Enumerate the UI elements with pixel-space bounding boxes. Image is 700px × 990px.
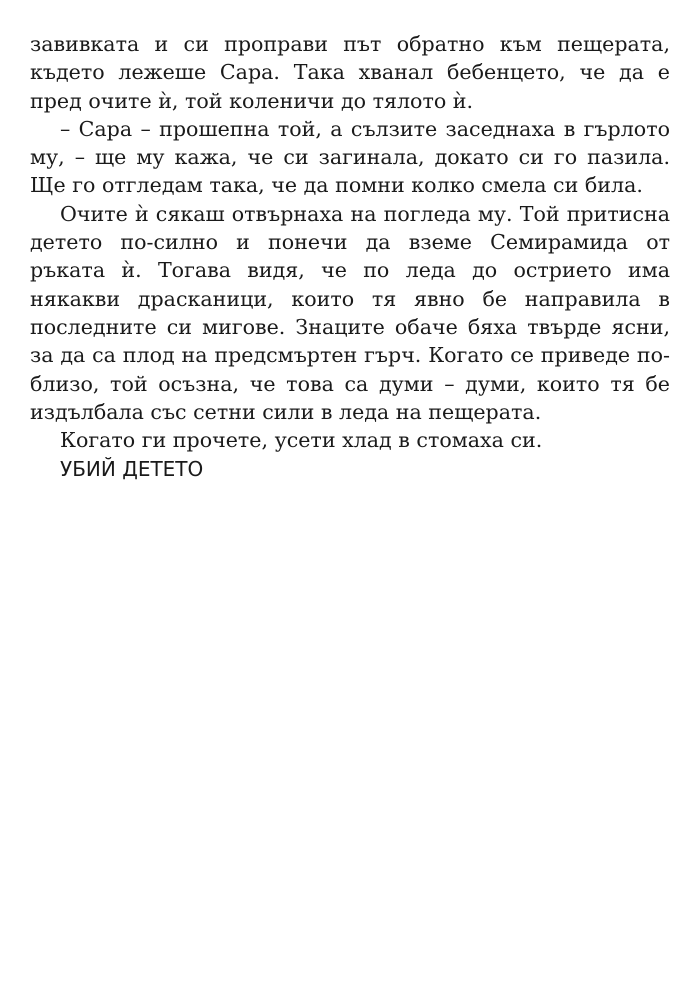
page-text [30, 30, 670, 484]
paragraph-dialogue: – Сара – прошепна той, а сълзите заседнаха в гърлото му, – ще му кажа, че си загинала, докато си го пазила. Ще го отгледам така, че да помни колко смела си била. [30, 116, 670, 198]
carved-message: УБИЙ ДЕТЕТО [60, 457, 204, 482]
paragraph-discovery: Очите ѝ сякаш отвърнаха на погледа му. Той притисна детето по-силно и понечи да вземе Семирамида от ръката ѝ. Тогава видя, че по леда до острието има някакви драсканици, които тя явно бе направила в последните си мигове. Знаците обаче бяха твърде ясни, за да са плод на предсмъртен гърч. Когато се приведе по-близо, той осъзна, че това са думи – думи, които тя бе издълбала със сетни сили в леда на пещерата. [30, 201, 670, 424]
paragraph-continuation: завивката и си проправи път обратно към пещерата, където лежеше Сара. Така хванал бебенцето, че да е пред очите ѝ, той коленичи до тялото ѝ. [30, 32, 670, 113]
paragraph-reading: Когато ги прочете, усети хлад в стомаха си. [60, 428, 543, 453]
